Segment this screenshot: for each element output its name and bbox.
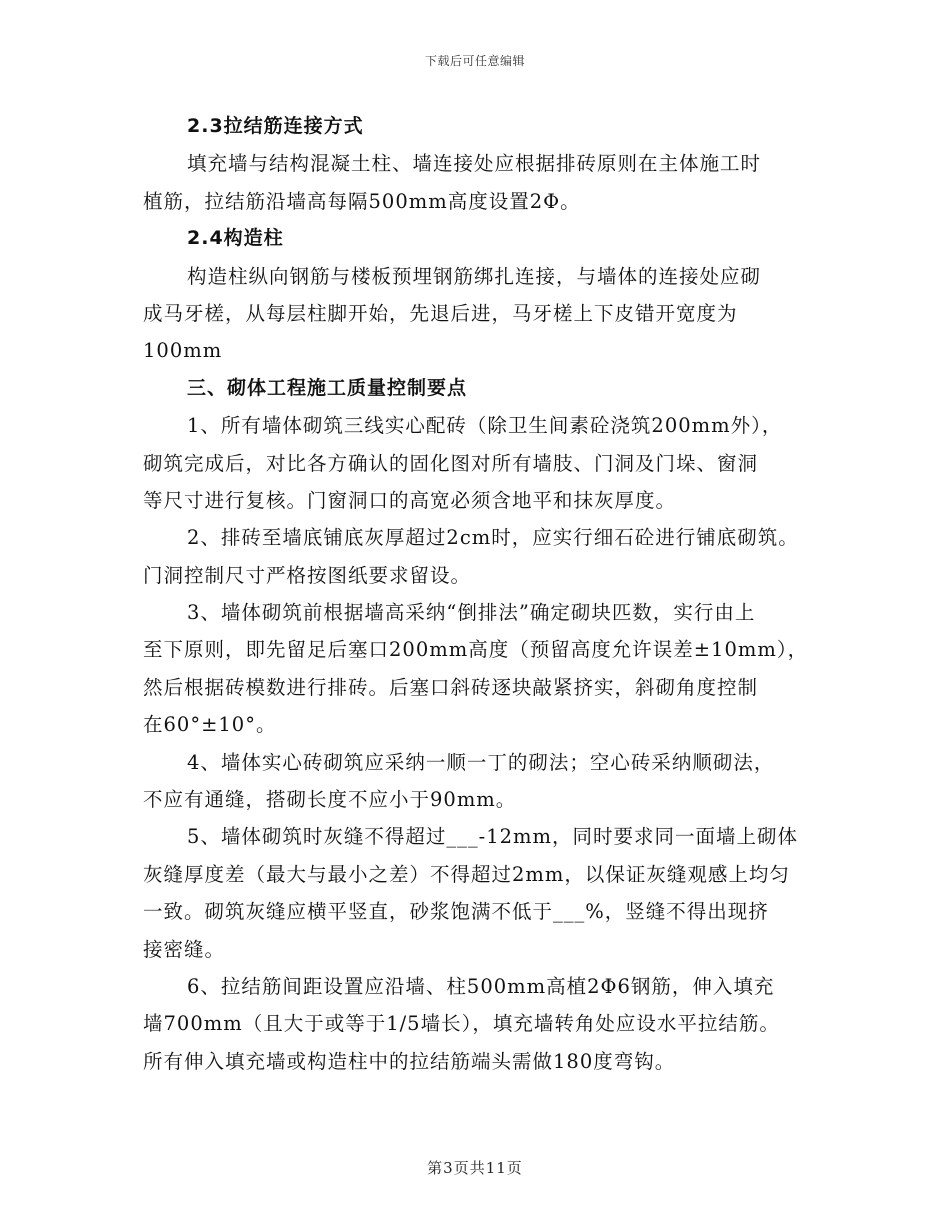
paragraph-line: 100mm — [143, 339, 223, 363]
page-header: 下载后可任意编辑 — [424, 54, 525, 68]
section-heading-2-3: 2.3拉结筋连接方式 — [187, 115, 364, 137]
paragraph-line: 等尺寸进行复核。门窗洞口的高宽必须含地平和抹灰厚度。 — [143, 488, 677, 512]
paragraph-line: 然后根据砖模数进行排砖。后塞口斜砖逐块敲紧挤实，斜砌角度控制 — [143, 675, 759, 699]
paragraph-line: 1、所有墙体砌筑三线实心配砖（除卫生间素砼浇筑200mm外）， — [187, 414, 783, 438]
paragraph-line: 灰缝厚度差（最大与最小之差）不得超过2mm，以保证灰缝观感上均匀 — [143, 862, 790, 886]
paragraph-line: 一致。砌筑灰缝应横平竖直，砂浆饱满不低于___%，竖缝不得出现挤 — [143, 900, 769, 924]
paragraph-line: 至下原则，即先留足后塞口200mm高度（预留高度允许误差±10mm）， — [143, 638, 809, 662]
paragraph-line: 6、拉结筋间距设置应沿墙、柱500mm高植2Φ6钢筋，伸入填充 — [187, 974, 775, 998]
section-heading-3: 三、砌体工程施工质量控制要点 — [187, 376, 468, 399]
paragraph-line: 在60°±10°。 — [143, 713, 277, 737]
paragraph-line: 2、排砖至墙底铺底灰厚超过2cm时，应实行细石砼进行铺底砌筑。 — [187, 526, 799, 550]
paragraph-line: 门洞控制尺寸严格按图纸要求留设。 — [143, 563, 472, 587]
paragraph-line: 成马牙槎，从每层柱脚开始，先退后进，马牙槎上下皮错开宽度为 — [143, 301, 738, 325]
paragraph-line: 植筋，拉结筋沿墙高每隔500mm高度设置2Φ。 — [143, 189, 581, 213]
paragraph-line: 构造柱纵向钢筋与楼板预埋钢筋绑扎连接，与墙体的连接处应砌 — [187, 264, 762, 288]
document-body — [143, 108, 815, 1080]
section-heading-2-4: 2.4构造柱 — [187, 227, 284, 250]
paragraph-line: 4、墙体实心砖砌筑应采纳一顺一丁的砌法；空心砖采纳顺砌法， — [187, 750, 775, 774]
paragraph-line: 不应有通缝，搭砌长度不应小于90mm。 — [143, 788, 517, 812]
page-number: 第3页共11页 — [427, 1159, 523, 1177]
paragraph-line: 所有伸入填充墙或构造柱中的拉结筋端头需做180度弯钩。 — [143, 1049, 676, 1073]
paragraph-line: 砌筑完成后，对比各方确认的固化图对所有墙肢、门洞及门垛、窗洞 — [143, 451, 759, 475]
paragraph-line: 填充墙与结构混凝土柱、墙连接处应根据排砖原则在主体施工时 — [187, 152, 762, 176]
paragraph-line: 5、墙体砌筑时灰缝不得超过___-12mm，同时要求同一面墙上砌体 — [187, 825, 799, 849]
paragraph-line: 墙700mm（且大于或等于1/5墙长），填充墙转角处应设水平拉结筋。 — [143, 1012, 780, 1036]
paragraph-line: 接密缝。 — [143, 937, 226, 961]
paragraph-line: 3、墙体砌筑前根据墙高采纳“倒排法”确定砌块匹数，实行由上 — [187, 601, 756, 625]
